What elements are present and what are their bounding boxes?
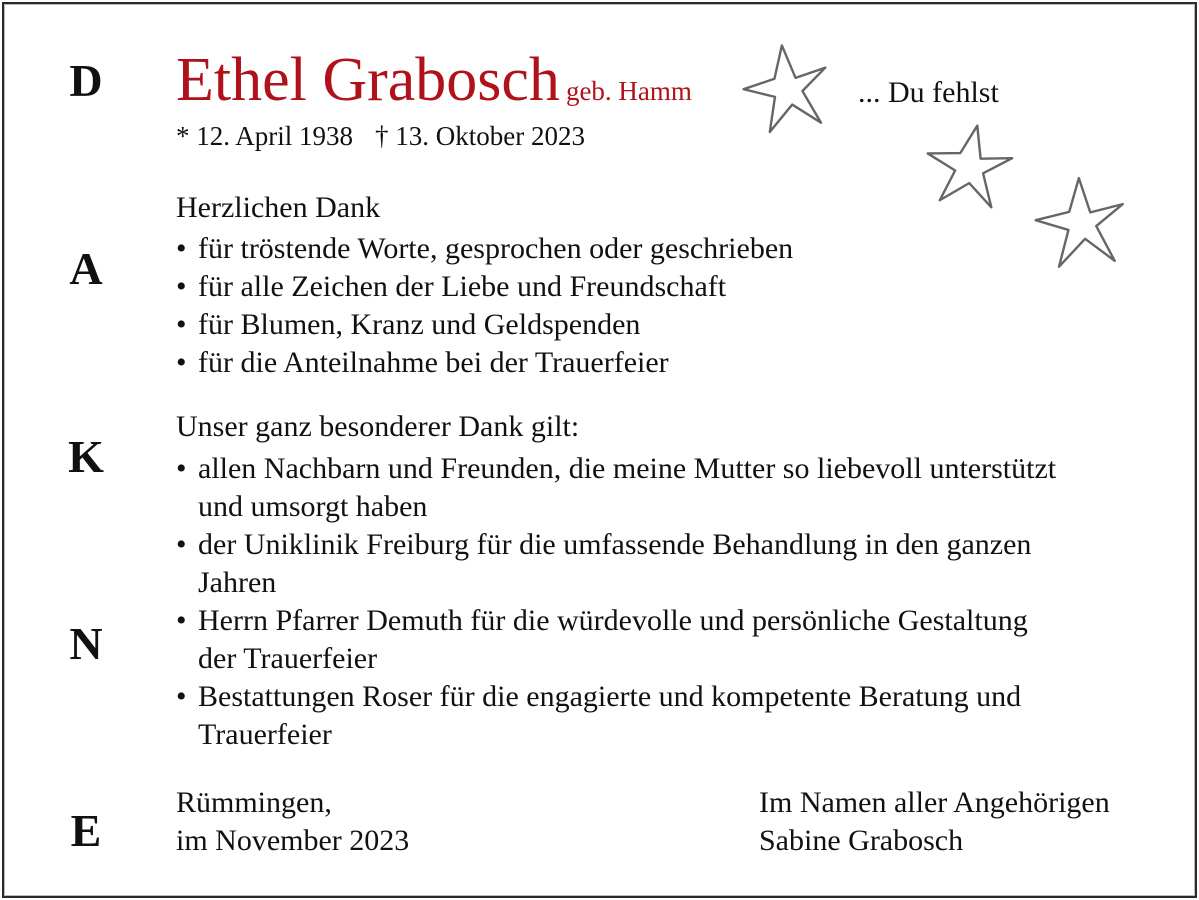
list-item-line: • allen Nachbarn und Freunden, die meine Mutter so liebevoll unterstützt xyxy=(198,452,1057,485)
section1-heading: Herzlichen Dank xyxy=(176,191,381,224)
list-item-line: • der Uniklinik Freiburg für die umfassende Behandlung in den ganzen xyxy=(198,528,1032,561)
side-letter-d: D xyxy=(69,55,103,106)
list-item-line: Jahren xyxy=(198,566,277,599)
side-letter-e: E xyxy=(70,805,102,856)
list-item-line: der Trauerfeier xyxy=(198,642,378,675)
side-letter-a: A xyxy=(69,243,103,294)
date: im November 2023 xyxy=(176,824,410,857)
death-date: † 13. Oktober 2023 xyxy=(375,121,585,151)
life-dates xyxy=(176,121,585,152)
list-item xyxy=(176,526,1056,602)
deceased-name xyxy=(176,46,692,114)
thanks-list xyxy=(176,230,793,382)
list-item xyxy=(176,450,1056,526)
star-icon xyxy=(1031,174,1133,272)
signature xyxy=(759,784,1110,860)
list-item-line: • Herrn Pfarrer Demuth für die würdevolle und persönliche Gestaltung xyxy=(198,604,1028,637)
list-item-line: Trauerfeier xyxy=(198,718,332,751)
list-item: • für die Anteilnahme bei der Trauerfeier xyxy=(176,344,793,382)
list-item xyxy=(176,678,1056,754)
birth-date: * 12. April 1938 xyxy=(176,121,354,151)
place-and-date xyxy=(176,784,409,860)
section2-heading: Unser ganz besonderer Dank gilt: xyxy=(176,410,580,443)
list-item-line: • Bestattungen Roser für die engagierte und kompetente Beratung und xyxy=(198,680,1022,713)
list-item: • für Blumen, Kranz und Geldspenden xyxy=(176,306,793,344)
star-icon xyxy=(738,42,838,137)
tagline: ... Du fehlst xyxy=(858,76,999,109)
side-letter-n: N xyxy=(69,618,103,669)
list-item: • für alle Zeichen der Liebe und Freundschaft xyxy=(176,268,793,306)
star-icon xyxy=(920,121,1020,213)
maiden-name: geb. Hamm xyxy=(565,76,692,106)
list-item: • für tröstende Worte, gesprochen oder geschrieben xyxy=(176,230,793,268)
signature-name: Sabine Grabosch xyxy=(759,824,964,857)
list-item xyxy=(176,602,1056,678)
place: Rümmingen, xyxy=(176,786,332,819)
deceased-name-text: Ethel Grabosch xyxy=(176,46,560,114)
list-item-line: und umsorgt haben xyxy=(198,490,428,523)
special-thanks-list xyxy=(176,450,1056,754)
side-letter-k: K xyxy=(68,431,104,482)
signature-intro: Im Namen aller Angehörigen xyxy=(759,786,1110,819)
